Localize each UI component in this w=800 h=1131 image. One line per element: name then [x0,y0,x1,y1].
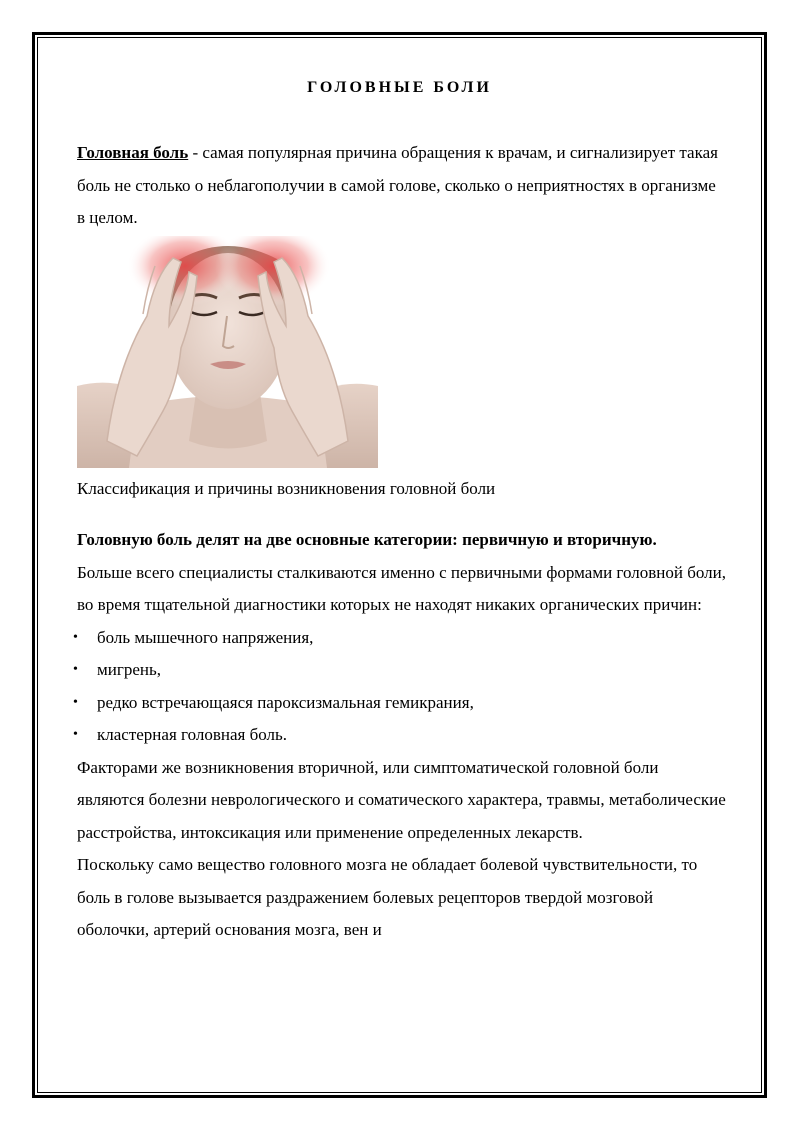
intro-paragraph [77,137,727,235]
main-body [73,524,727,947]
document-title: ГОЛОВНЫЕ БОЛИ [307,79,492,96]
image-caption: Классификация и причины возникновения головной боли [77,479,496,498]
primary-paragraph: Больше всего специалисты сталкиваются именно с первичными формами головной боли, во время тщательной диагностики которых не находят никаких органических причин: [77,562,726,614]
categories-heading: Головную боль делят на две основные категории: первичную и вторичную. [77,530,657,549]
intro-text: - самая популярная причина обращения к врачам, и сигнализирует такая боль не столько о неблагополучии в самой голове, сколько о неприятностях в организме в целом. [77,143,718,227]
list-item: • мигрень, [77,654,727,687]
list-item: • боль мышечного напряжения, [77,622,727,655]
secondary-paragraph: Факторами же возникновения вторичной, или симптоматической головной боли являются болезни неврологического и соматического характера, травмы, метаболические расстройства, интоксикация или применение определенных лекарств. [77,757,726,842]
primary-forms-list [73,622,727,752]
bullet-icon: • [73,694,78,710]
headache-photo [77,236,378,468]
bullet-icon: • [73,629,78,645]
bullet-icon: • [73,662,78,677]
mechanism-paragraph: Поскольку само вещество головного мозга не обладает болевой чувствительности, то боль в голове вызывается раздражением болевых рецепторов твердой мозговой оболочки, артерий основания мозга, вен и [77,855,698,939]
intro-term: Головная боль [77,143,189,162]
bullet-icon: • [73,727,78,742]
list-item: • кластерная головная боль. [77,719,727,752]
list-item: • редко встречающаяся пароксизмальная гемикрания, [77,687,727,720]
